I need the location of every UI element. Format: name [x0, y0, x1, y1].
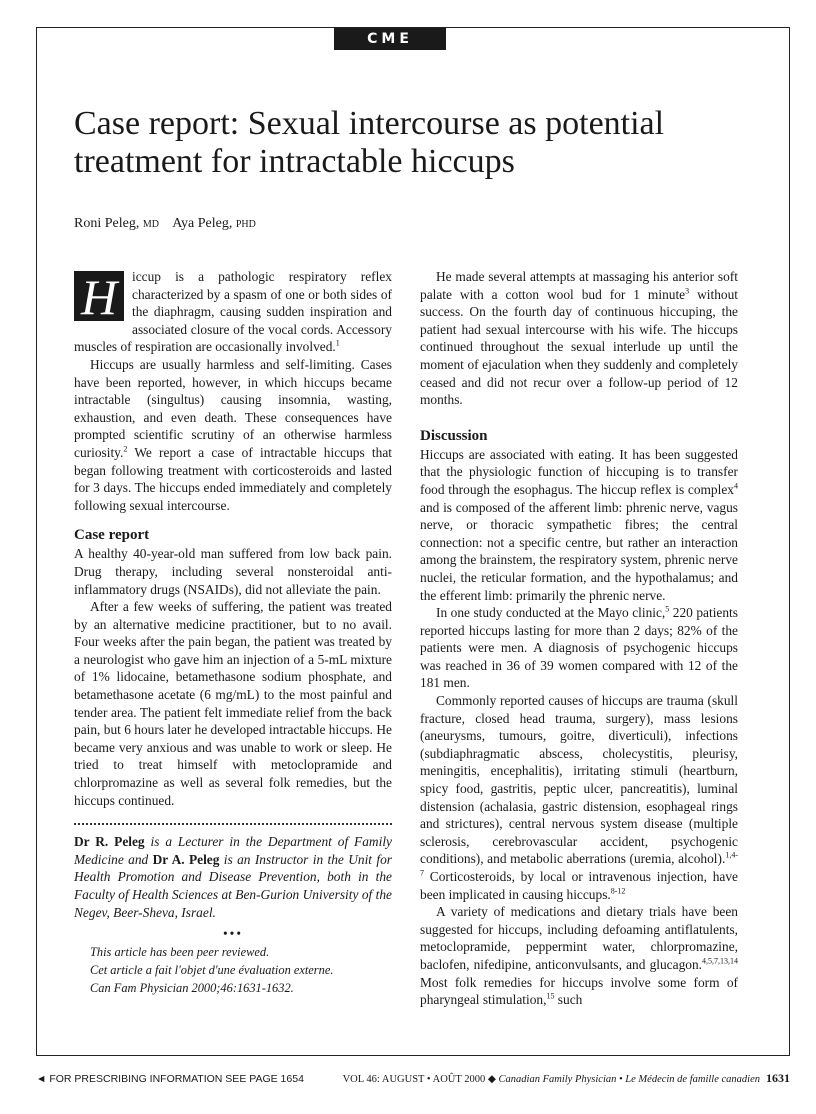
prescribing-note — [36, 1073, 304, 1085]
issue-info: VOL 46: AUGUST • AOÛT 2000 ◆ — [342, 1074, 499, 1085]
journal-name: Canadian Family Physician • Le Médecin de famille canadien — [498, 1074, 760, 1085]
body-text: Hiccups are associated with eating. It has been suggested that the physiologic function of hiccuping is to transfer food through the esophagus. The hiccup reflex is complex — [420, 446, 738, 497]
reference: 4,5,7,13,14 — [702, 956, 738, 966]
bio-name: Dr R. Peleg — [74, 834, 145, 850]
discussion-paragraph — [420, 692, 738, 903]
body-text: Corticosteroids, by local or intravenous injection, have been implicated in causing hiccups. — [420, 869, 738, 902]
intro-text: We report a case of intractable hiccups that began following treatment with corticosteroids and lasted for 3 days. The hiccups ended immediately and completely following sexual intercourse. — [74, 444, 392, 513]
left-column — [74, 268, 392, 997]
separator: ••• — [222, 926, 244, 942]
reference: 3 — [685, 286, 690, 296]
page-footer — [36, 1071, 790, 1087]
bio-name: Dr A. Peleg — [152, 851, 220, 867]
case-paragraph: After a few weeks of suffering, the patient was treated by an alternative medicine practitioner, but to no avail. Four weeks after the pain began, the patient was treated by a neurologist who gave him an injection of a 5-mL mixture of 1% lidocaine, betamethasone sodium phosphate, and betamethasone acetate (6 mg/mL) to the most painful and tender area. The patient felt immediate relief from the back pain, but 6 hours later he developed intractable hiccups. He became very anxious and was unable to work or sleep. He tried to treat himself with metoclopramide and chlorpromazine as well as several folk remedies, but the hiccups continued. — [74, 599, 392, 808]
body-text: He made several attempts at massaging his anterior soft palate with a cotton wool bud for 1 minute — [420, 269, 738, 302]
author-name: Aya Peleg, — [172, 216, 233, 231]
journal-info — [343, 1071, 790, 1086]
bio-text: is an Instructor in the Unit for Health Promotion and Disease Prevention, both in the Faculty of Health Sciences at Ben-Gurion University of the Negev, Beer-Sheva, Israel. — [74, 851, 392, 920]
body-text: Commonly reported causes of hiccups are trauma (skull fracture, closed head trauma, surgery), mass lesions (aneurysms, tumours, goitre, diverticuli), infections (subdiaphragmatic abscess, cholecystitis, pleurisy, meningitis, encephalitis), irritating stimuli (heartburn, spicy food, gastritis, peptic ulcer, pancreatitis), luminal distension (achalasia, gastric distension, esophageal rings and strictures), central nervous system disease (multiple sclerosis, cerebrovascular accident, psychogenic conditions), and metabolic aberrations (uremia, alcohol). — [420, 693, 738, 867]
dotted-divider — [74, 823, 392, 825]
discussion-heading: Discussion — [420, 427, 488, 444]
reference: 4 — [734, 481, 738, 491]
section-label: CME — [334, 28, 446, 50]
author-degree: PHD — [235, 219, 256, 230]
body-text: such — [554, 992, 583, 1008]
article-title: Case report: Sexual intercourse as potential treatment for intractable hiccups — [74, 105, 665, 180]
arrow-left-icon: ◄ — [36, 1073, 47, 1085]
body-text: In one study conducted at the Mayo clinic, — [436, 605, 666, 621]
reference: 1 — [335, 338, 340, 348]
case-paragraph: A healthy 40-year-old man suffered from low back pain. Drug therapy, including several nonsteroidal anti-inflammatory drugs (NSAIDs), did not alleviate the pain. — [74, 546, 392, 597]
reference: 5 — [665, 604, 670, 614]
citation: Can Fam Physician 2000;46:1631-1632. — [90, 980, 294, 995]
peer-review-note-en: This article has been peer reviewed. — [90, 944, 270, 959]
body-text: A variety of medications and dietary trials have been suggested for hiccups, including defoaming antiflatulents, metoclopramide, peppermint water, chlorpromazine, baclofen, nifedipine, anticonvulsants, and glucagon. — [420, 904, 738, 972]
reference: 1,4-7 — [420, 850, 738, 878]
reference: 2 — [123, 444, 128, 454]
peer-review-note-fr: Cet article a fait l'objet d'une évaluation externe. — [90, 962, 334, 977]
body-text: without success. On the fourth day of continuous hiccuping, the patient had sexual intercourse with his wife. The hiccups continued throughout the sexual interlude up until the moment of ejaculation when they suddenly and completely ceased and did not recur over a follow-up period of 12 months. — [420, 286, 739, 408]
bio-text: is a Lecturer in the Department of Family Medicine and — [74, 834, 392, 867]
author-bio — [74, 833, 392, 921]
reference: 8-12 — [610, 886, 626, 896]
discussion-paragraph — [420, 903, 738, 1009]
intro-paragraph — [74, 268, 392, 356]
body-text: and is composed of the afferent limb: phrenic nerve, vagus nerve, or thoracic sympathetic fibres; the central connection: not a specific centre, but rather an interaction among the brainstem, the respiratory system, phrenic nerve nuclei, the reticular formation, and the hypothalamus; and the efferent limb: primarily the phrenic nerve. — [420, 499, 738, 603]
author-line — [74, 216, 256, 232]
prescribing-note-text: FOR PRESCRIBING INFORMATION SEE PAGE 1654 — [49, 1073, 304, 1085]
discussion-paragraph — [420, 604, 738, 692]
case-paragraph — [420, 268, 738, 409]
intro-paragraph-2 — [74, 356, 392, 514]
drop-cap: H — [74, 271, 124, 321]
right-column — [420, 268, 738, 1009]
discussion-paragraph — [420, 446, 738, 604]
body-text: Most folk remedies for hiccups involve some form of pharyngeal stimulation, — [420, 974, 738, 1008]
reference: 15 — [546, 991, 555, 1001]
intro-text: Hiccups are usually harmless and self-limiting. Cases have been reported, however, in which hiccups became intractable (singultus) causing insomnia, wasting, exhaustion, and even death. These consequences have prompted scientific scrutiny of an otherwise harmless curiosity. — [74, 356, 392, 460]
case-report-heading: Case report — [74, 527, 150, 544]
author-degree: MD — [142, 219, 159, 230]
intro-text: iccup is a pathologic respiratory reflex characterized by a spasm of one or both sides of the diaphragm, causing sudden inspiration and associated closure of the vocal cords. Accessory muscles of respiration are occasionally involved. — [74, 269, 392, 355]
body-text: 220 patients reported hiccups lasting for more than 2 days; 82% of the patients were men. A diagnosis of psychogenic hiccups was reached in 36 of 39 women compared with 12 of the 181 men. — [420, 605, 738, 691]
author-name: Roni Peleg, — [74, 216, 140, 231]
page-number: 1631 — [766, 1071, 790, 1085]
